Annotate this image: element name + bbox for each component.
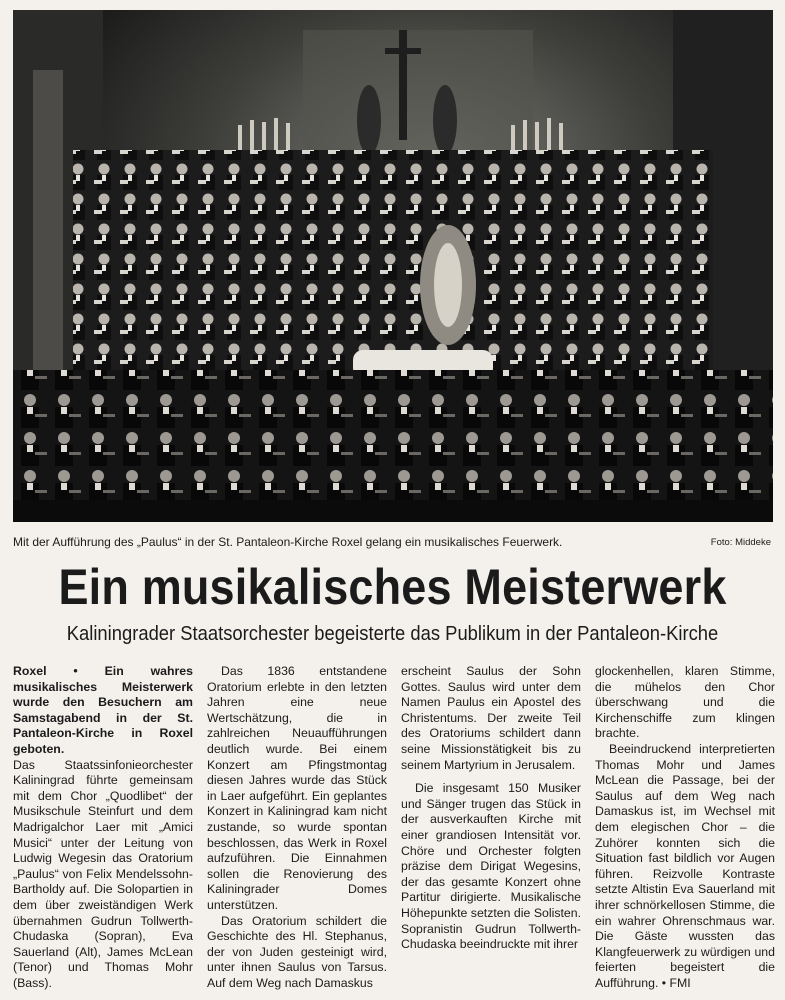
article-paragraph: Das Oratorium schildert die Geschichte des Hl. Stephanus, der von Juden gesteinigt wird, unter ihnen Saulus von Tarsus. Auf dem Weg nach Damaskus (207, 913, 387, 990)
article-headline: Ein musikalisches Meisterwerk (58, 559, 727, 615)
article-paragraph: erscheint Saulus der Sohn Gottes. Saulus wird unter dem Namen Paulus ein Apostel des Christentums. Der zweite Teil des Oratoriums schildert dann seine Missionstätigkeit bis zu seinem Martyrium in Jerusalem. (401, 664, 581, 772)
article-paragraph: glockenhellen, klaren Stimme, die mühelos den Chor überschwang und die Kirchenschiffe zum klingen brachte. (595, 664, 775, 741)
article-paragraph: Die insgesamt 150 Musiker und Sänger trugen das Stück in der ausverkauften Kirche mit einer grandiosen Intensität vor. Chöre und Orchester folgten präzise dem Dirigat Wegesins, der das gesamte Konzert ohne Partitur dirigierte. Musikalische Höhepunkte setzten die Solisten. Sopranistin Gudrun Tollwerth-Chudaska beeindruckte mit ihrer (401, 781, 581, 952)
article-paragraph: Das 1836 entstandene Oratorium erlebte in den letzten Jahren eine neue Wertschätzung, die in zahlreichen Neuaufführungen deutlich wurde. Bei einem Konzert am Pfingstmontag diesen Jahres wurde das Stück in Laer aufgeführt. Ein geplantes Konzert in Kaliningrad kam nicht zustande, so wurde spontan beschlossen, das Werk in Roxel aufzuführen. Die Einnahmen sollen die Renovierung des Kaliningrader Domes unterstützen. (207, 664, 387, 912)
photo-caption: Mit der Aufführung des „Paulus“ in der St. Pantaleon-Kirche Roxel gelang ein musikalisches Feuerwerk. (13, 535, 563, 549)
photo-credit: Foto: Middeke (710, 537, 771, 548)
article-paragraph: Beeindruckend interpretierten Thomas Mohr und James McLean die Passage, bei der Saulus auf dem Weg nach Damaskus ist, im Wechsel mit dem elegischen Chor – die Zuhörer konnten sich die Situation fast bildlich vor Augen führen. Reizvolle Kontraste setzte Altistin Eva Sauerland mit ihrer schnörkellosen Stimme, die ein wahrer Ohrenschmaus war. Die Gäste wussten das Klangfeuerwerk zu würdigen und feierten begeistert die Aufführung. • FMI (595, 741, 775, 990)
article-paragraph: Das Staatssinfonieorchester Kaliningrad führte gemeinsam mit dem Chor „Quodlibet“ der Musikschule Steinfurt und dem Madrigalchor Laer mit „Amici Musici“ unter der Leitung von Ludwig Wegesin das Oratorium „Paulus“ von Felix Mendelssohn-Bartholdy auf. Die Solopartien in dem über zweiständigen Werk übernahmen Gudrun Tollwerth-Chudaska (Sopran), Eva Sauerland (Alt), James McLean (Tenor) und Thomas Mohr (Bass). (13, 757, 193, 990)
concert-photo-image (13, 10, 773, 522)
article-column-4 (595, 664, 775, 996)
concert-photo (13, 10, 773, 522)
article-lead: Roxel • Ein wahres musikalisches Meisterwerk wurde den Besuchern am Samstagabend in der St. Pantaleon-Kirche in Roxel geboten. (13, 664, 193, 756)
article-subheadline: Kaliningrader Staatsorchester begeisterte das Publikum in der Pantaleon-Kirche (66, 623, 719, 645)
article-column-3 (401, 664, 581, 996)
article-column-2 (207, 664, 387, 996)
article-column-1 (13, 664, 193, 996)
article-body (13, 664, 775, 996)
